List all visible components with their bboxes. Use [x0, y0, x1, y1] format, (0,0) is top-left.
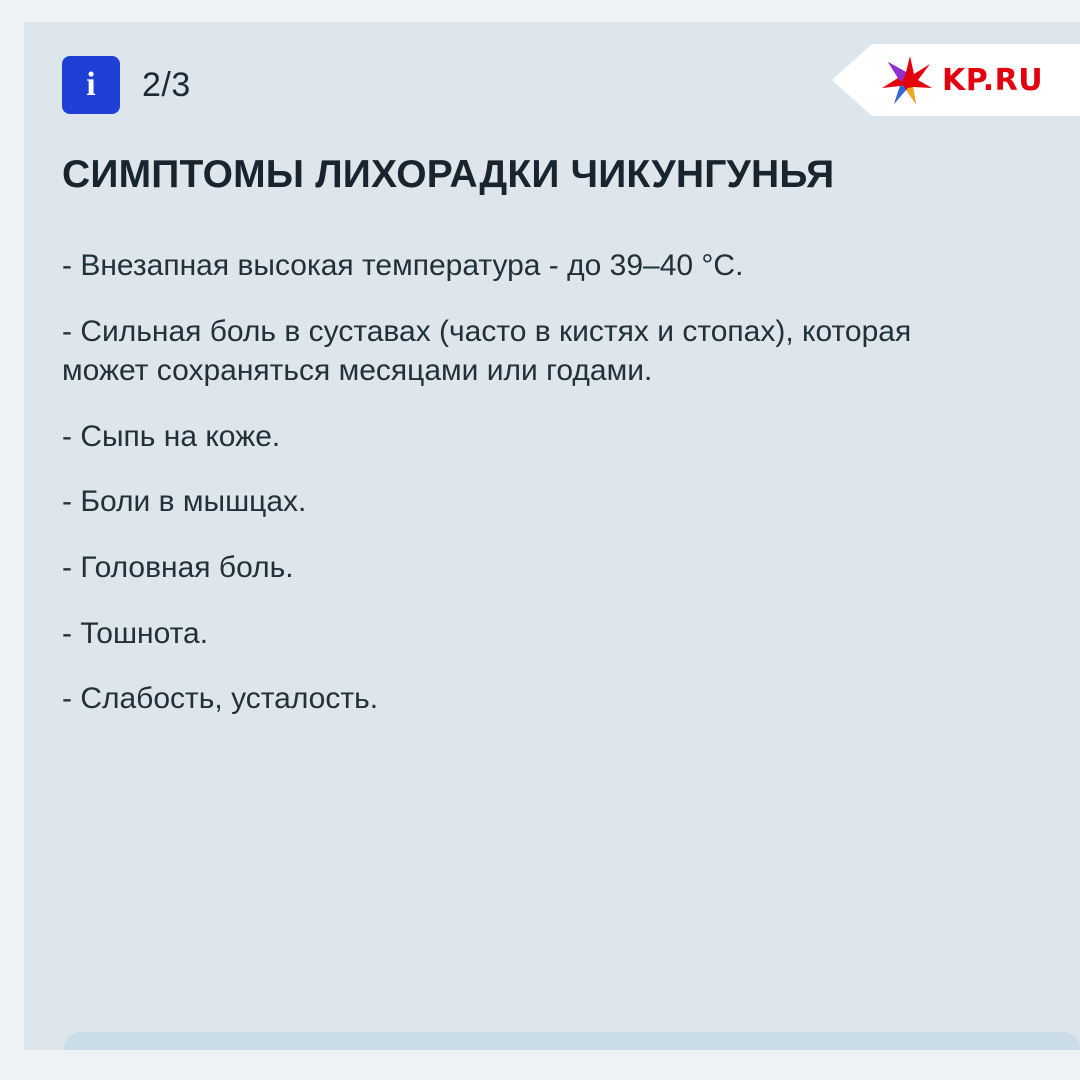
logo-text: KP.RU	[942, 62, 1044, 98]
list-item: - Головная боль.	[62, 550, 294, 584]
star-icon	[880, 54, 932, 106]
page-title: СИМПТОМЫ ЛИХОРАДКИ ЧИКУНГУНЬЯ	[62, 153, 835, 196]
list-item: - Тошнота.	[62, 616, 209, 650]
left-gutter	[0, 0, 24, 1080]
top-gutter	[0, 0, 1080, 22]
list-item: - Слабость, усталость.	[62, 682, 379, 716]
info-icon	[62, 56, 120, 114]
list-item: - Боли в мышцах.	[62, 485, 307, 519]
logo-content	[880, 44, 1043, 116]
slide-counter: 2/3	[142, 65, 191, 104]
symptoms-list	[62, 246, 992, 745]
list-item: - Сыпь на коже.	[62, 419, 281, 453]
bottom-gutter	[0, 1050, 1080, 1080]
info-icon-glyph: i	[86, 66, 96, 103]
kp-ru-logo	[832, 44, 1080, 116]
card-header	[62, 56, 191, 114]
list-item: - Сильная боль в суставах (часто в кистях и стопах), которая может сохраняться месяцами или годами.	[62, 314, 912, 388]
list-item: - Внезапная высокая температура - до 39–40 °C.	[62, 249, 744, 282]
